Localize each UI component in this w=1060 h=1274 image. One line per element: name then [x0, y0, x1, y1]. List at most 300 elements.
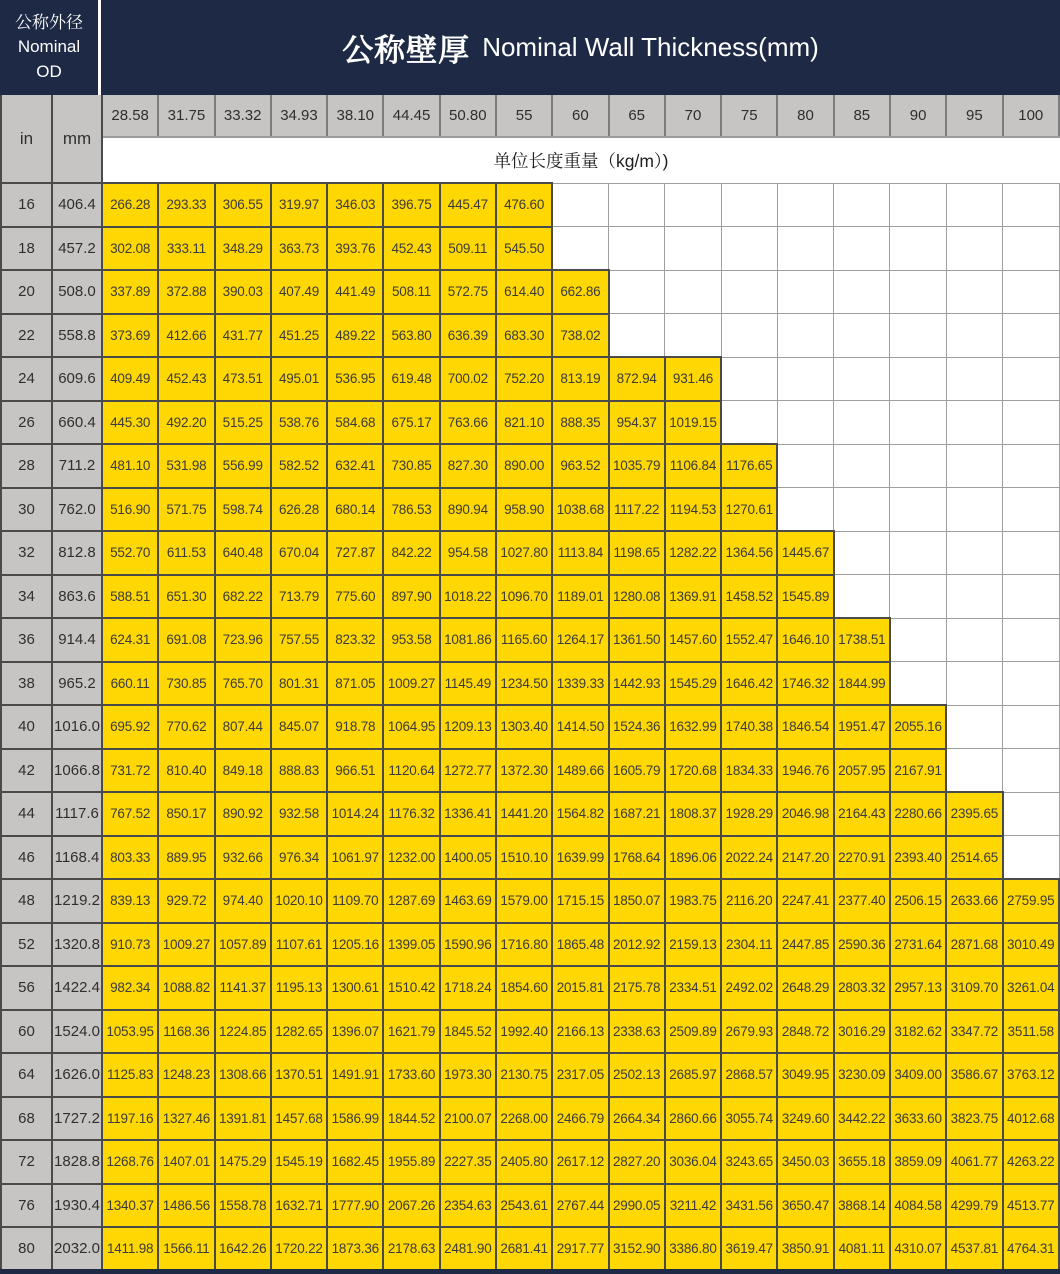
wall-thickness-table: [0, 95, 1060, 1272]
weight-cell: 1411.98: [102, 1227, 158, 1271]
weight-cell: 1579.00: [496, 879, 552, 923]
weight-cell: 1590.96: [440, 923, 496, 967]
weight-cell: 1844.99: [834, 662, 890, 706]
weight-cell: 1064.95: [383, 705, 439, 749]
weight-cell: 2543.61: [496, 1184, 552, 1228]
weight-cell: 1369.91: [665, 575, 721, 619]
weight-cell: 730.85: [383, 444, 439, 488]
weight-cell: 757.55: [271, 618, 327, 662]
weight-cell: 1198.65: [609, 531, 665, 575]
weight-cell: 431.77: [215, 314, 271, 358]
weight-cell: 1564.82: [552, 792, 608, 836]
weight-cell: 572.75: [440, 270, 496, 314]
weight-cell: 2067.26: [383, 1184, 439, 1228]
weight-cell: 1777.90: [327, 1184, 383, 1228]
weight-cell: 2015.81: [552, 966, 608, 1010]
od-in-cell: 52: [1, 923, 52, 967]
weight-cell: 3109.70: [946, 966, 1002, 1010]
weight-cell: 2957.13: [890, 966, 946, 1010]
weight-cell: 1020.10: [271, 879, 327, 923]
weight-cell: 931.46: [665, 357, 721, 401]
weight-cell: 1035.79: [609, 444, 665, 488]
empty-cell: [890, 270, 946, 314]
weight-cell: 821.10: [496, 401, 552, 445]
weight-cell: 1336.41: [440, 792, 496, 836]
weight-cell: 723.96: [215, 618, 271, 662]
empty-cell: [834, 488, 890, 532]
weight-cell: 2664.34: [609, 1097, 665, 1141]
weight-cell: 1300.61: [327, 966, 383, 1010]
weight-cell: 727.87: [327, 531, 383, 575]
table-row: [1, 923, 1059, 967]
weight-cell: 2167.91: [890, 749, 946, 793]
thickness-col-header: 28.58: [102, 95, 158, 137]
weight-cell: 1339.33: [552, 662, 608, 706]
empty-cell: [946, 662, 1002, 706]
weight-cell: 473.51: [215, 357, 271, 401]
weight-cell: 1364.56: [721, 531, 777, 575]
weight-cell: 1733.60: [383, 1053, 439, 1097]
weight-cell: 611.53: [158, 531, 214, 575]
empty-cell: [890, 444, 946, 488]
weight-cell: 2990.05: [609, 1184, 665, 1228]
empty-cell: [834, 227, 890, 271]
weight-cell: 333.11: [158, 227, 214, 271]
empty-cell: [1003, 705, 1060, 749]
empty-cell: [946, 749, 1002, 793]
empty-cell: [1003, 531, 1060, 575]
weight-cell: 1308.66: [215, 1053, 271, 1097]
empty-cell: [890, 531, 946, 575]
weight-cell: 3655.18: [834, 1140, 890, 1184]
weight-cell: 1846.54: [777, 705, 833, 749]
weight-cell: 1287.69: [383, 879, 439, 923]
table-row: [1, 662, 1059, 706]
weight-cell: 2130.75: [496, 1053, 552, 1097]
od-mm-cell: 812.8: [52, 531, 102, 575]
weight-cell: 1718.24: [440, 966, 496, 1010]
weight-cell: 1552.47: [721, 618, 777, 662]
weight-cell: 3249.60: [777, 1097, 833, 1141]
empty-cell: [890, 662, 946, 706]
weight-cell: 445.30: [102, 401, 158, 445]
weight-cell: 1510.42: [383, 966, 439, 1010]
weight-cell: 823.32: [327, 618, 383, 662]
weight-cell: 1586.99: [327, 1097, 383, 1141]
empty-cell: [1003, 575, 1060, 619]
weight-cell: 1489.66: [552, 749, 608, 793]
weight-cell: 1038.68: [552, 488, 608, 532]
weight-cell: 2481.90: [440, 1227, 496, 1271]
weight-cell: 373.69: [102, 314, 158, 358]
weight-cell: 1061.97: [327, 836, 383, 880]
table-head: [1, 95, 1059, 183]
weight-cell: 2633.66: [946, 879, 1002, 923]
od-mm-cell: 508.0: [52, 270, 102, 314]
weight-cell: 3036.04: [665, 1140, 721, 1184]
weight-cell: 1113.84: [552, 531, 608, 575]
weight-cell: 1716.80: [496, 923, 552, 967]
thickness-col-header: 38.10: [327, 95, 383, 137]
od-mm-cell: 558.8: [52, 314, 102, 358]
weight-cell: 556.99: [215, 444, 271, 488]
weight-cell: 1168.36: [158, 1010, 214, 1054]
weight-cell: 3055.74: [721, 1097, 777, 1141]
weight-cell: 2648.29: [777, 966, 833, 1010]
empty-cell: [1003, 488, 1060, 532]
weight-cell: 1268.76: [102, 1140, 158, 1184]
od-mm-cell: 1066.8: [52, 749, 102, 793]
empty-cell: [552, 183, 608, 227]
empty-cell: [1003, 618, 1060, 662]
weight-cell: 2046.98: [777, 792, 833, 836]
main-title-zh: 公称壁厚: [342, 33, 471, 68]
weight-cell: 1176.32: [383, 792, 439, 836]
empty-cell: [721, 227, 777, 271]
weight-cell: 476.60: [496, 183, 552, 227]
weight-cell: 958.90: [496, 488, 552, 532]
weight-cell: 2395.65: [946, 792, 1002, 836]
weight-cell: 2514.65: [946, 836, 1002, 880]
weight-cell: 2270.91: [834, 836, 890, 880]
weight-cell: 3633.60: [890, 1097, 946, 1141]
empty-cell: [777, 357, 833, 401]
weight-cell: 767.52: [102, 792, 158, 836]
empty-cell: [609, 314, 665, 358]
od-mm-cell: 457.2: [52, 227, 102, 271]
unit-mm-header: mm: [52, 95, 102, 183]
empty-cell: [1003, 227, 1060, 271]
weight-cell: 691.08: [158, 618, 214, 662]
od-in-cell: 36: [1, 618, 52, 662]
table-row: [1, 183, 1059, 227]
empty-cell: [890, 227, 946, 271]
weight-cell: 738.02: [552, 314, 608, 358]
weight-cell: 2590.36: [834, 923, 890, 967]
weight-cell: 319.97: [271, 183, 327, 227]
weight-cell: 918.78: [327, 705, 383, 749]
weight-cell: 2338.63: [609, 1010, 665, 1054]
weight-cell: 1740.38: [721, 705, 777, 749]
weight-cell: 976.34: [271, 836, 327, 880]
thickness-col-header: 70: [665, 95, 721, 137]
weight-cell: 445.47: [440, 183, 496, 227]
weight-cell: 1107.61: [271, 923, 327, 967]
weight-cell: 2492.02: [721, 966, 777, 1010]
weight-cell: 1176.65: [721, 444, 777, 488]
weight-cell: 293.33: [158, 183, 214, 227]
weight-cell: 2100.07: [440, 1097, 496, 1141]
empty-cell: [609, 183, 665, 227]
empty-cell: [946, 183, 1002, 227]
weight-cell: 1391.81: [215, 1097, 271, 1141]
table-row: [1, 749, 1059, 793]
weight-cell: 954.37: [609, 401, 665, 445]
empty-cell: [946, 270, 1002, 314]
empty-cell: [777, 444, 833, 488]
weight-cell: 2860.66: [665, 1097, 721, 1141]
od-in-cell: 18: [1, 227, 52, 271]
weight-cell: 731.72: [102, 749, 158, 793]
thickness-col-header: 50.80: [440, 95, 496, 137]
weight-cell: 1264.17: [552, 618, 608, 662]
empty-cell: [946, 357, 1002, 401]
empty-cell: [665, 183, 721, 227]
od-in-cell: 56: [1, 966, 52, 1010]
od-in-cell: 38: [1, 662, 52, 706]
empty-cell: [946, 227, 1002, 271]
weight-cell: 598.74: [215, 488, 271, 532]
weight-cell: 2055.16: [890, 705, 946, 749]
empty-cell: [777, 401, 833, 445]
od-in-cell: 80: [1, 1227, 52, 1271]
empty-cell: [834, 270, 890, 314]
od-mm-cell: 711.2: [52, 444, 102, 488]
thickness-col-header: 33.32: [215, 95, 271, 137]
thickness-col-header: 90: [890, 95, 946, 137]
thickness-col-header: 31.75: [158, 95, 214, 137]
weight-cell: 1720.68: [665, 749, 721, 793]
weight-cell: 1955.89: [383, 1140, 439, 1184]
table-row: [1, 270, 1059, 314]
weight-cell: 849.18: [215, 749, 271, 793]
weight-cell: 3850.91: [777, 1227, 833, 1271]
empty-cell: [777, 270, 833, 314]
weight-cell: 2617.12: [552, 1140, 608, 1184]
weight-cell: 2164.43: [834, 792, 890, 836]
weight-cell: 1053.95: [102, 1010, 158, 1054]
weight-cell: 3243.65: [721, 1140, 777, 1184]
weight-cell: 2681.41: [496, 1227, 552, 1271]
weight-cell: 1682.45: [327, 1140, 383, 1184]
weight-cell: 536.95: [327, 357, 383, 401]
empty-cell: [777, 183, 833, 227]
weight-cell: 489.22: [327, 314, 383, 358]
weight-cell: 842.22: [383, 531, 439, 575]
weight-cell: 306.55: [215, 183, 271, 227]
od-in-cell: 48: [1, 879, 52, 923]
empty-cell: [721, 183, 777, 227]
od-mm-cell: 762.0: [52, 488, 102, 532]
weight-cell: 871.05: [327, 662, 383, 706]
weight-cell: 1639.99: [552, 836, 608, 880]
weight-cell: 1327.46: [158, 1097, 214, 1141]
empty-cell: [1003, 662, 1060, 706]
od-mm-cell: 1117.6: [52, 792, 102, 836]
weight-cell: 850.17: [158, 792, 214, 836]
thickness-header-row: [1, 95, 1059, 137]
od-mm-cell: 1828.8: [52, 1140, 102, 1184]
weight-cell: 801.31: [271, 662, 327, 706]
weight-cell: 2509.89: [665, 1010, 721, 1054]
weight-cell: 845.07: [271, 705, 327, 749]
weight-cell: 3442.22: [834, 1097, 890, 1141]
weight-cell: 675.17: [383, 401, 439, 445]
weight-banner-row: [1, 137, 1059, 183]
weight-cell: 515.25: [215, 401, 271, 445]
table-top-header: [0, 0, 1060, 95]
weight-cell: 2731.64: [890, 923, 946, 967]
table-row: [1, 227, 1059, 271]
thickness-col-header: 65: [609, 95, 665, 137]
weight-cell: 897.90: [383, 575, 439, 619]
weight-cell: 2227.35: [440, 1140, 496, 1184]
weight-cell: 626.28: [271, 488, 327, 532]
weight-cell: 890.94: [440, 488, 496, 532]
weight-cell: 1096.70: [496, 575, 552, 619]
table-row: [1, 575, 1059, 619]
weight-cell: 1414.50: [552, 705, 608, 749]
empty-cell: [834, 575, 890, 619]
weight-cell: 1280.08: [609, 575, 665, 619]
weight-cell: 412.66: [158, 314, 214, 358]
weight-cell: 2466.79: [552, 1097, 608, 1141]
od-in-cell: 34: [1, 575, 52, 619]
od-mm-cell: 914.4: [52, 618, 102, 662]
weight-cell: 1834.33: [721, 749, 777, 793]
empty-cell: [890, 314, 946, 358]
weight-cell: 1303.40: [496, 705, 552, 749]
weight-cell: 2057.95: [834, 749, 890, 793]
empty-cell: [1003, 314, 1060, 358]
weight-cell: 337.89: [102, 270, 158, 314]
thickness-col-header: 55: [496, 95, 552, 137]
weight-cell: 508.11: [383, 270, 439, 314]
weight-cell: 2304.11: [721, 923, 777, 967]
weight-cell: 1475.29: [215, 1140, 271, 1184]
weight-cell: 538.76: [271, 401, 327, 445]
weight-cell: 1850.07: [609, 879, 665, 923]
weight-cell: 302.08: [102, 227, 158, 271]
weight-cell: 636.39: [440, 314, 496, 358]
weight-cell: 1125.83: [102, 1053, 158, 1097]
weight-cell: 584.68: [327, 401, 383, 445]
weight-cell: 770.62: [158, 705, 214, 749]
empty-cell: [665, 270, 721, 314]
weight-cell: 632.41: [327, 444, 383, 488]
weight-cell: 713.79: [271, 575, 327, 619]
thickness-col-header: 95: [946, 95, 1002, 137]
weight-cell: 1234.50: [496, 662, 552, 706]
weight-cell: 932.66: [215, 836, 271, 880]
weight-cell: 451.25: [271, 314, 327, 358]
weight-cell: 929.72: [158, 879, 214, 923]
weight-cell: 563.80: [383, 314, 439, 358]
od-in-cell: 20: [1, 270, 52, 314]
weight-cell: 407.49: [271, 270, 327, 314]
weight-cell: 4263.22: [1003, 1140, 1060, 1184]
od-in-cell: 68: [1, 1097, 52, 1141]
od-mm-cell: 1016.0: [52, 705, 102, 749]
weight-cell: 1165.60: [496, 618, 552, 662]
weight-cell: 1720.22: [271, 1227, 327, 1271]
weight-cell: 2334.51: [665, 966, 721, 1010]
weight-cell: 3182.62: [890, 1010, 946, 1054]
weight-cell: 1545.89: [777, 575, 833, 619]
weight-cell: 1197.16: [102, 1097, 158, 1141]
weight-cell: 662.86: [552, 270, 608, 314]
weight-cell: 1088.82: [158, 966, 214, 1010]
empty-cell: [834, 401, 890, 445]
od-mm-cell: 406.4: [52, 183, 102, 227]
weight-cell: 1545.29: [665, 662, 721, 706]
od-in-cell: 42: [1, 749, 52, 793]
table-row: [1, 531, 1059, 575]
weight-cell: 3409.00: [890, 1053, 946, 1097]
weight-cell: 2280.66: [890, 792, 946, 836]
weight-cell: 2393.40: [890, 836, 946, 880]
empty-cell: [1003, 792, 1060, 836]
weight-cell: 807.44: [215, 705, 271, 749]
empty-cell: [1003, 836, 1060, 880]
weight-cell: 3511.58: [1003, 1010, 1060, 1054]
weight-cell: 1457.60: [665, 618, 721, 662]
empty-cell: [609, 227, 665, 271]
weight-cell: 1396.07: [327, 1010, 383, 1054]
weight-cell: 396.75: [383, 183, 439, 227]
weight-cell: 3152.90: [609, 1227, 665, 1271]
weight-cell: 2012.92: [609, 923, 665, 967]
weight-cell: 1442.93: [609, 662, 665, 706]
weight-cell: 2116.20: [721, 879, 777, 923]
weight-cell: 1270.61: [721, 488, 777, 532]
weight-cell: 4081.11: [834, 1227, 890, 1271]
weight-cell: 3049.95: [777, 1053, 833, 1097]
thickness-col-header: 34.93: [271, 95, 327, 137]
od-label-en-line1: Nominal: [17, 37, 81, 57]
weight-cell: 803.33: [102, 836, 158, 880]
empty-cell: [834, 531, 890, 575]
od-mm-cell: 1727.2: [52, 1097, 102, 1141]
weight-cell: 4084.58: [890, 1184, 946, 1228]
empty-cell: [721, 314, 777, 358]
weight-cell: 1109.70: [327, 879, 383, 923]
empty-cell: [777, 314, 833, 358]
weight-cell: 872.94: [609, 357, 665, 401]
weight-cell: 4061.77: [946, 1140, 1002, 1184]
weight-cell: 1441.20: [496, 792, 552, 836]
od-in-cell: 44: [1, 792, 52, 836]
empty-cell: [665, 314, 721, 358]
od-mm-cell: 660.4: [52, 401, 102, 445]
weight-cell: 614.40: [496, 270, 552, 314]
od-mm-cell: 1168.4: [52, 836, 102, 880]
table-row: [1, 1140, 1059, 1184]
weight-cell: 624.31: [102, 618, 158, 662]
weight-cell: 393.76: [327, 227, 383, 271]
empty-cell: [777, 488, 833, 532]
od-in-cell: 60: [1, 1010, 52, 1054]
weight-cell: 2405.80: [496, 1140, 552, 1184]
weight-cell: 1145.49: [440, 662, 496, 706]
weight-cell: 4764.31: [1003, 1227, 1060, 1271]
weight-cell: 890.00: [496, 444, 552, 488]
weight-cell: 2447.85: [777, 923, 833, 967]
weight-cell: 2506.15: [890, 879, 946, 923]
empty-cell: [1003, 444, 1060, 488]
weight-cell: 775.60: [327, 575, 383, 619]
weight-cell: 3211.42: [665, 1184, 721, 1228]
weight-cell: 2354.63: [440, 1184, 496, 1228]
weight-cell: 1808.37: [665, 792, 721, 836]
weight-cell: 1844.52: [383, 1097, 439, 1141]
weight-cell: 619.48: [383, 357, 439, 401]
weight-cell: 390.03: [215, 270, 271, 314]
weight-cell: 810.40: [158, 749, 214, 793]
weight-cell: 1928.29: [721, 792, 777, 836]
weight-cell: 680.14: [327, 488, 383, 532]
weight-cell: 1946.76: [777, 749, 833, 793]
